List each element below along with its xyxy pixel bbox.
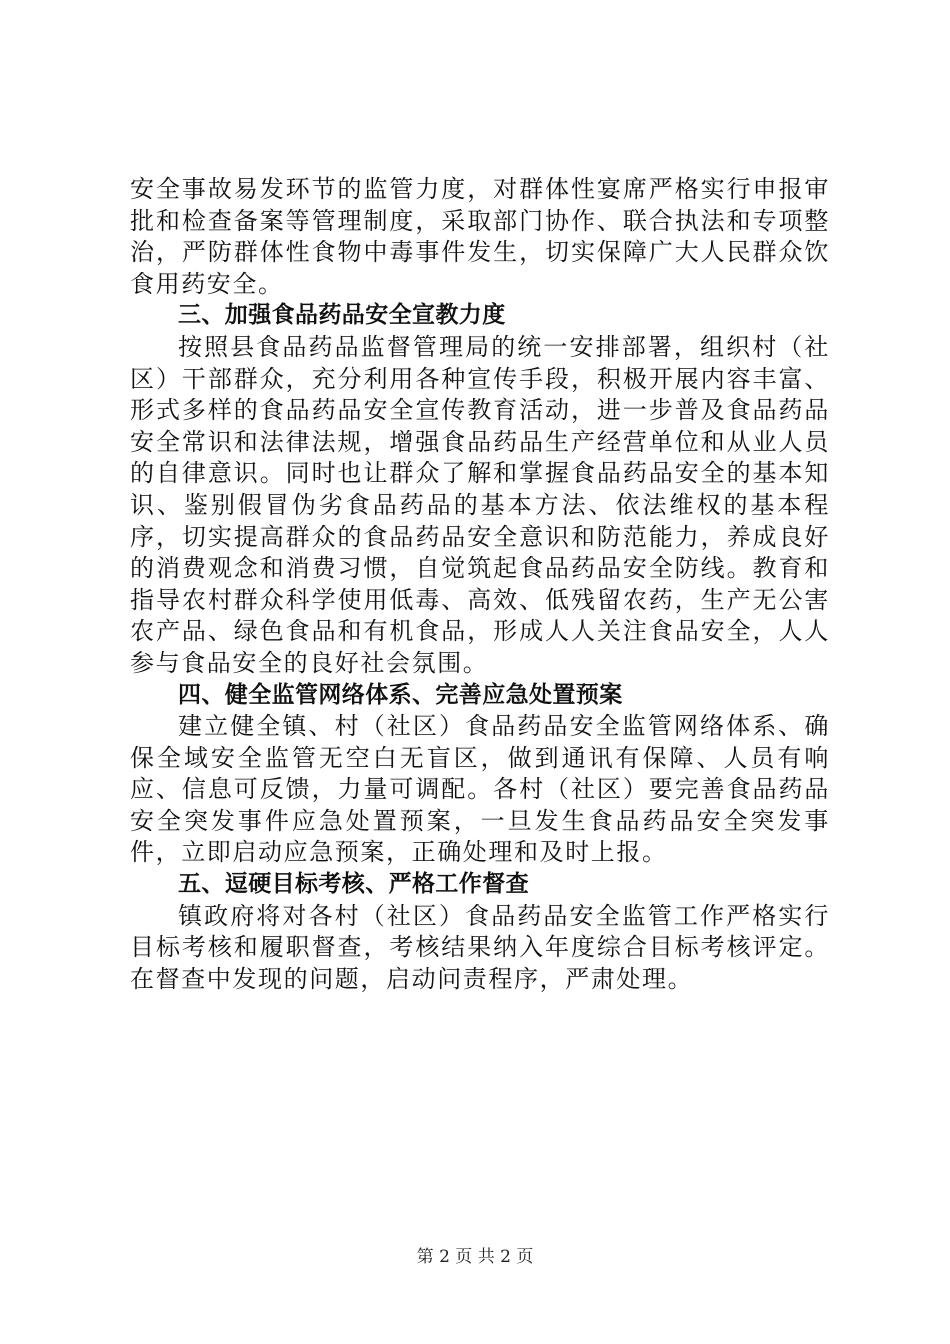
paragraph-section-3: 按照县食品药品监督管理局的统一安排部署，组织村（社区）干部群众，充分利用各种宣传手段，积极开展内容丰富、形式多样的食品药品安全宣传教育活动，进一步普及食品药品安全常识和法律法规，增强食品药品生产经营单位和从业人员的自律意识。同时也让群众了解和掌握食品药品安全的基本知识、鉴别假冒伪劣食品药品的基本方法、依法维权的基本程序，切实提高群众的食品药品安全意识和防范能力，养成良好的消费观念和消费习惯，自觉筑起食品药品安全防线。教育和指导农村群众科学使用低毒、高效、低残留农药，生产无公害农产品、绿色食品和有机食品，形成人人关注食品安全，人人参与食品安全的良好社会氛围。 [130, 332, 830, 677]
document-body [130, 174, 830, 995]
paragraph-section-4: 建立健全镇、村（社区）食品药品安全监管网络体系、确保全域安全监管无空白无盲区，做到通讯有保障、人员有响应、信息可反馈，力量可调配。各村（社区）要完善食品药品安全突发事件应急处置预案，一旦发生食品药品安全突发事件，立即启动应急预案，正确处理和及时上报。 [130, 712, 830, 867]
paragraph-section-5: 镇政府将对各村（社区）食品药品安全监管工作严格实行目标考核和履职督查，考核结果纳入年度综合目标考核评定。在督查中发现的问题，启动问责程序，严肃处理。 [130, 901, 830, 993]
section-heading-3: 三、加强食品药品安全宣教力度 [178, 302, 506, 329]
section-heading-5: 五、逗硬目标考核、严格工作督查 [178, 871, 529, 898]
page-number-footer: 第 2 页 共 2 页 [416, 1247, 534, 1267]
paragraph-continuation: 安全事故易发环节的监管力度，对群体性宴席严格实行申报审批和检查备案等管理制度，采取部门协作、联合执法和专项整治，严防群体性食物中毒事件发生，切实保障广大人民群众饮食用药安全。 [130, 175, 830, 298]
section-heading-4: 四、健全监管网络体系、完善应急处置预案 [178, 681, 623, 708]
